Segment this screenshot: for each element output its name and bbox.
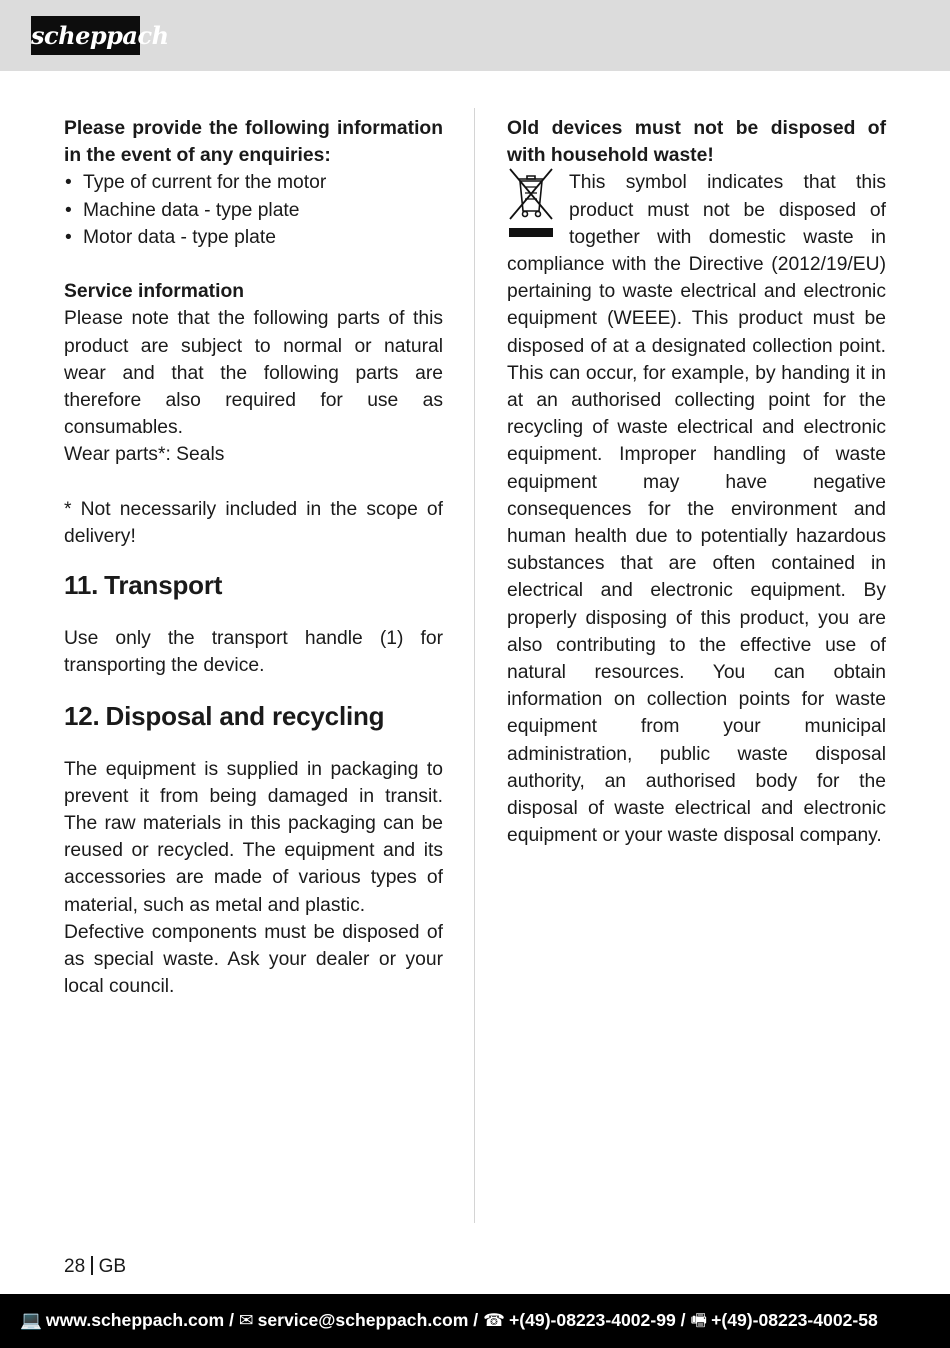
section-title: Disposal and recycling [105,700,385,731]
weee-text: This symbol indicates that this product must not be disposed of together with domestic waste in compliance with the Directive (2012/19/EU) pertaining to waste electrical and electronic equipment (WEEE). This product must be disposed of at a designated collection point. This can occur, for example, by handing it in at an authorised collecting point for the recycling of waste electrical and electronic equipment. Improper handling of waste equipment may have negative consequences for the environment and human health due to potentially hazardous substances that are often contained in electrical and electronic equipment. By properly disposing of this product, you are also contributing to the effective use of natural resources. You can obtain information on collection points for waste equipment from your municipal administration, public waste disposal authority, an authorised body for the disposal of waste electrical and electronic equipment or your waste disposal company. [507,172,886,847]
fax-icon: 🖷 [690,1310,708,1330]
footer-separator: / [229,1310,234,1330]
section-number: 11. [64,570,99,601]
section-number: 12. [64,700,100,731]
crossed-out-wheelie-bin-icon [507,167,555,245]
service-text: Please note that the following parts of this product are subject to normal or natural wear and that the following parts are therefore also required for use as consumables. [64,308,443,439]
enquiry-heading: Please provide the following information in the event of any enquiries: [64,118,443,167]
right-column [507,115,886,849]
page-language: GB [98,1256,127,1277]
section-title: Transport [104,570,223,601]
section-heading-disposal [64,700,443,732]
column-divider [474,108,475,1223]
defective-text: Defective components must be disposed of as special waste. Ask your dealer or your local council. [64,921,443,998]
page-separator [91,1256,93,1275]
footnote: * Not necessarily included in the scope of delivery! [64,498,443,548]
email-link[interactable]: service@scheppach.com [257,1310,469,1330]
enquiry-list [64,169,443,251]
footer-separator: / [680,1310,686,1330]
fax-number: +(49)-08223-4002-58 [711,1310,878,1330]
list-item: • Machine data - type plate [64,197,443,224]
transport-text: Use only the transport handle (1) for transporting the device. [64,628,443,677]
phone-number: +(49)-08223-4002-99 [509,1310,676,1330]
footer-separator: / [473,1310,479,1330]
weee-notice [507,169,886,849]
list-item: • Type of current for the motor [64,169,443,196]
computer-icon: 💻 [20,1310,42,1330]
old-devices-heading: Old devices must not be disposed of with household waste! [507,118,886,167]
service-heading: Service information [64,281,245,303]
section-heading-transport [64,569,443,601]
wear-parts: Wear parts*: Seals [64,444,225,466]
scheppach-logo: scheppach [31,16,140,55]
page-number [64,1256,126,1278]
page-footer [0,1294,950,1348]
disposal-text: The equipment is supplied in packaging to prevent it from being damaged in transit. The raw materials in this packaging can be reused or recycled. The equipment and its accessories are made of various types of material, such as metal and plastic. [64,758,443,916]
email-icon: ✉ [238,1310,254,1330]
phone-icon: ☎ [483,1310,505,1330]
left-column [64,115,443,1000]
page-header [0,0,950,71]
list-item: • Motor data - type plate [64,224,443,251]
page-number-value: 28 [64,1256,86,1277]
website-link[interactable]: www.scheppach.com [45,1310,225,1330]
